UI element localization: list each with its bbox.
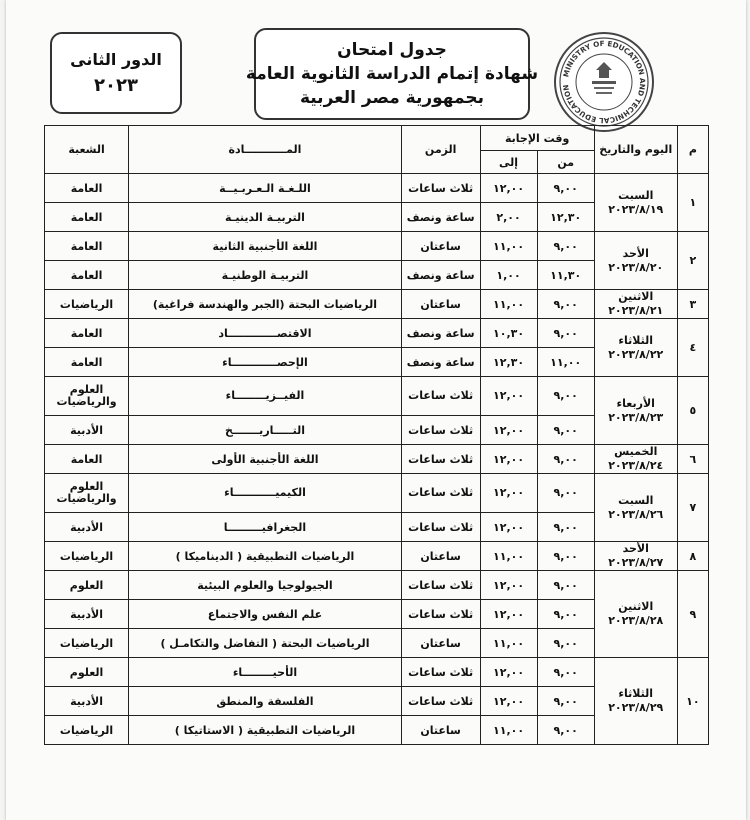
exam-duration: ساعتان bbox=[401, 629, 480, 658]
document-title-box bbox=[245, 28, 539, 120]
exam-duration: ساعتان bbox=[401, 232, 480, 261]
end-time: ١٢,٠٠ bbox=[480, 174, 537, 203]
exam-branch: الأدبية bbox=[45, 513, 129, 542]
exam-year-label: ٢٠٢٣ bbox=[94, 75, 138, 96]
exam-branch: العلوم والرياضيات bbox=[45, 377, 129, 416]
header-num: م bbox=[677, 126, 708, 174]
day-name: الأحد bbox=[622, 542, 649, 555]
table-row bbox=[45, 658, 709, 687]
exam-subject: الجيولوجيا والعلوم البيئية bbox=[129, 571, 402, 600]
exam-subject: الفيــزيــــــــاء bbox=[129, 377, 402, 416]
start-time: ١١,٠٠ bbox=[537, 348, 594, 377]
table-row bbox=[45, 445, 709, 474]
header-from: من bbox=[537, 151, 594, 174]
day-number: ٨ bbox=[677, 542, 708, 571]
exam-branch: العامة bbox=[45, 203, 129, 232]
start-time: ٩,٠٠ bbox=[537, 377, 594, 416]
end-time: ١١,٠٠ bbox=[480, 542, 537, 571]
exam-duration: ثلاث ساعات bbox=[401, 474, 480, 513]
day-date-cell bbox=[594, 174, 677, 232]
exam-duration: ثلاث ساعات bbox=[401, 174, 480, 203]
exam-schedule-sheet bbox=[6, 0, 746, 820]
day-name: الخميس bbox=[614, 445, 658, 458]
exam-branch: الرياضيات bbox=[45, 716, 129, 745]
exam-branch: الأدبية bbox=[45, 600, 129, 629]
start-time: ٩,٠٠ bbox=[537, 571, 594, 600]
exam-date: ٢٠٢٣/٨/٢١ bbox=[608, 304, 664, 317]
exam-duration: ساعتان bbox=[401, 716, 480, 745]
exam-subject: الجغرافيـــــــــا bbox=[129, 513, 402, 542]
exam-branch: العلوم والرياضيات bbox=[45, 474, 129, 513]
end-time: ١٢,٠٠ bbox=[480, 658, 537, 687]
header-branch: الشعبة bbox=[45, 126, 129, 174]
table-row bbox=[45, 319, 709, 348]
end-time: ١٢,٠٠ bbox=[480, 416, 537, 445]
exam-schedule-table bbox=[44, 125, 709, 745]
day-number: ٣ bbox=[677, 290, 708, 319]
exam-date: ٢٠٢٣/٨/٢٣ bbox=[608, 410, 664, 424]
exam-subject: الأحيــــــــاء bbox=[129, 658, 402, 687]
exam-subject: التربيـة الوطنيـة bbox=[129, 261, 402, 290]
start-time: ٩,٠٠ bbox=[537, 687, 594, 716]
exam-subject: اللغة الأجنبية الثانية bbox=[129, 232, 402, 261]
end-time: ١,٠٠ bbox=[480, 261, 537, 290]
exam-branch: العامة bbox=[45, 348, 129, 377]
header-subject: المـــــــــــادة bbox=[129, 126, 402, 174]
day-date-cell bbox=[594, 474, 677, 542]
exam-subject: التربيـة الدينيـة bbox=[129, 203, 402, 232]
header-to: إلى bbox=[480, 151, 537, 174]
header-answer-time: وقت الإجابة bbox=[480, 126, 594, 151]
day-date-cell bbox=[594, 232, 677, 290]
exam-duration: ثلاث ساعات bbox=[401, 377, 480, 416]
day-number: ١٠ bbox=[677, 658, 708, 745]
day-date-cell bbox=[594, 319, 677, 377]
exam-duration: ثلاث ساعات bbox=[401, 513, 480, 542]
table-row bbox=[45, 474, 709, 513]
exam-duration: ثلاث ساعات bbox=[401, 445, 480, 474]
table-row bbox=[45, 377, 709, 416]
document-header bbox=[6, 10, 746, 126]
exam-date: ٢٠٢٣/٨/٢٠ bbox=[608, 260, 664, 274]
end-time: ١١,٠٠ bbox=[480, 290, 537, 319]
start-time: ٩,٠٠ bbox=[537, 629, 594, 658]
start-time: ٩,٠٠ bbox=[537, 290, 594, 319]
table-row bbox=[45, 174, 709, 203]
exam-duration: ثلاث ساعات bbox=[401, 600, 480, 629]
start-time: ٩,٠٠ bbox=[537, 658, 594, 687]
end-time: ١١,٠٠ bbox=[480, 716, 537, 745]
day-name: الاثنين bbox=[618, 600, 654, 613]
day-number: ٩ bbox=[677, 571, 708, 658]
exam-date: ٢٠٢٣/٨/٢٧ bbox=[608, 556, 664, 569]
exam-duration: ساعة ونصف bbox=[401, 203, 480, 232]
title-line-3: بجمهورية مصر العربية bbox=[299, 88, 485, 108]
exam-branch: الرياضيات bbox=[45, 542, 129, 571]
start-time: ٩,٠٠ bbox=[537, 716, 594, 745]
table-row bbox=[45, 542, 709, 571]
exam-branch: العامة bbox=[45, 232, 129, 261]
day-name: الثلاثاء bbox=[618, 687, 654, 700]
day-date-cell bbox=[594, 377, 677, 445]
exam-date: ٢٠٢٣/٨/٢٦ bbox=[608, 507, 664, 521]
start-time: ١١,٣٠ bbox=[537, 261, 594, 290]
exam-duration: ثلاث ساعات bbox=[401, 658, 480, 687]
exam-subject: الكيميـــــــــــاء bbox=[129, 474, 402, 513]
day-name: الأحد bbox=[622, 246, 649, 260]
exam-branch: العلوم bbox=[45, 658, 129, 687]
day-date-cell bbox=[594, 658, 677, 745]
table-row bbox=[45, 232, 709, 261]
table-header-row bbox=[45, 126, 709, 151]
table-row bbox=[45, 571, 709, 600]
exam-branch: الأدبية bbox=[45, 687, 129, 716]
exam-subject: الإحصــــــــــــاء bbox=[129, 348, 402, 377]
exam-duration: ساعة ونصف bbox=[401, 319, 480, 348]
end-time: ١٢,٠٠ bbox=[480, 571, 537, 600]
day-name: الأربعاء bbox=[616, 396, 655, 410]
start-time: ٩,٠٠ bbox=[537, 232, 594, 261]
day-name: الثلاثاء bbox=[618, 333, 654, 347]
start-time: ٩,٠٠ bbox=[537, 445, 594, 474]
end-time: ١١,٠٠ bbox=[480, 232, 537, 261]
exam-subject: الرياضيات التطبيقية ( الديناميكا ) bbox=[129, 542, 402, 571]
start-time: ٩,٠٠ bbox=[537, 174, 594, 203]
exam-branch: الرياضيات bbox=[45, 290, 129, 319]
exam-branch: العامة bbox=[45, 261, 129, 290]
end-time: ١٠,٣٠ bbox=[480, 319, 537, 348]
svg-text:MINISTRY OF EDUCATION AND TECH: MINISTRY OF EDUCATION AND TECHNICAL EDUCATION bbox=[561, 38, 648, 126]
title-line-1: جدول امتحان bbox=[337, 40, 447, 60]
start-time: ٩,٠٠ bbox=[537, 416, 594, 445]
start-time: ٩,٠٠ bbox=[537, 542, 594, 571]
start-time: ٩,٠٠ bbox=[537, 319, 594, 348]
exam-duration: ساعتان bbox=[401, 290, 480, 319]
exam-round-box bbox=[50, 32, 182, 114]
ministry-seal-logo bbox=[554, 32, 654, 132]
exam-date: ٢٠٢٣/٨/٢٨ bbox=[608, 614, 664, 627]
day-number: ٢ bbox=[677, 232, 708, 290]
exam-duration: ثلاث ساعات bbox=[401, 687, 480, 716]
day-date-cell bbox=[594, 290, 677, 319]
end-time: ١٢,٠٠ bbox=[480, 474, 537, 513]
end-time: ١٢,٠٠ bbox=[480, 600, 537, 629]
end-time: ١٢,٠٠ bbox=[480, 687, 537, 716]
start-time: ١٢,٣٠ bbox=[537, 203, 594, 232]
exam-branch: العلوم bbox=[45, 571, 129, 600]
exam-branch: العامة bbox=[45, 174, 129, 203]
title-line-2: شهادة إتمام الدراسة الثانوية العامة bbox=[245, 64, 539, 84]
exam-subject: الاقتصـــــــــــــاد bbox=[129, 319, 402, 348]
exam-subject: الرياضيات التطبيقية ( الاستاتيكا ) bbox=[129, 716, 402, 745]
exam-date: ٢٠٢٣/٨/٢٩ bbox=[608, 701, 664, 714]
end-time: ١١,٠٠ bbox=[480, 629, 537, 658]
start-time: ٩,٠٠ bbox=[537, 474, 594, 513]
exam-subject: اللـغـة الـعـربـيــة bbox=[129, 174, 402, 203]
day-number: ٤ bbox=[677, 319, 708, 377]
exam-branch: الرياضيات bbox=[45, 629, 129, 658]
exam-duration: ثلاث ساعات bbox=[401, 416, 480, 445]
exam-duration: ساعتان bbox=[401, 542, 480, 571]
exam-branch: العامة bbox=[45, 445, 129, 474]
exam-date: ٢٠٢٣/٨/٢٢ bbox=[608, 347, 664, 361]
table-row bbox=[45, 290, 709, 319]
exam-branch: الأدبية bbox=[45, 416, 129, 445]
day-date-cell bbox=[594, 445, 677, 474]
day-date-cell bbox=[594, 571, 677, 658]
day-name: السبت bbox=[618, 493, 654, 507]
exam-subject: الرياضيات البحتة (الجبر والهندسة فراغية) bbox=[129, 290, 402, 319]
day-name: الاثنين bbox=[618, 290, 654, 303]
exam-duration: ثلاث ساعات bbox=[401, 571, 480, 600]
end-time: ١٢,٠٠ bbox=[480, 377, 537, 416]
start-time: ٩,٠٠ bbox=[537, 600, 594, 629]
exam-subject: اللغة الأجنبية الأولى bbox=[129, 445, 402, 474]
end-time: ١٢,٣٠ bbox=[480, 348, 537, 377]
exam-round-label: الدور الثانى bbox=[70, 50, 162, 69]
end-time: ١٢,٠٠ bbox=[480, 445, 537, 474]
day-number: ٥ bbox=[677, 377, 708, 445]
schedule-body bbox=[45, 174, 709, 745]
day-number: ٧ bbox=[677, 474, 708, 542]
exam-branch: العامة bbox=[45, 319, 129, 348]
day-number: ٦ bbox=[677, 445, 708, 474]
start-time: ٩,٠٠ bbox=[537, 513, 594, 542]
day-name: السبت bbox=[618, 188, 654, 202]
end-time: ٢,٠٠ bbox=[480, 203, 537, 232]
exam-duration: ساعة ونصف bbox=[401, 261, 480, 290]
end-time: ١٢,٠٠ bbox=[480, 513, 537, 542]
day-number: ١ bbox=[677, 174, 708, 232]
exam-duration: ساعة ونصف bbox=[401, 348, 480, 377]
header-duration: الزمن bbox=[401, 126, 480, 174]
exam-date: ٢٠٢٣/٨/٢٤ bbox=[608, 459, 664, 472]
exam-subject: الرياضيات البحتة ( التفاضل والتكامـل ) bbox=[129, 629, 402, 658]
exam-subject: الفلسفة والمنطق bbox=[129, 687, 402, 716]
header-day-date: اليوم والتاريخ bbox=[594, 126, 677, 174]
exam-subject: علم النفس والاجتماع bbox=[129, 600, 402, 629]
day-date-cell bbox=[594, 542, 677, 571]
exam-date: ٢٠٢٣/٨/١٩ bbox=[608, 202, 664, 216]
exam-subject: التـــــاريـــــــخ bbox=[129, 416, 402, 445]
